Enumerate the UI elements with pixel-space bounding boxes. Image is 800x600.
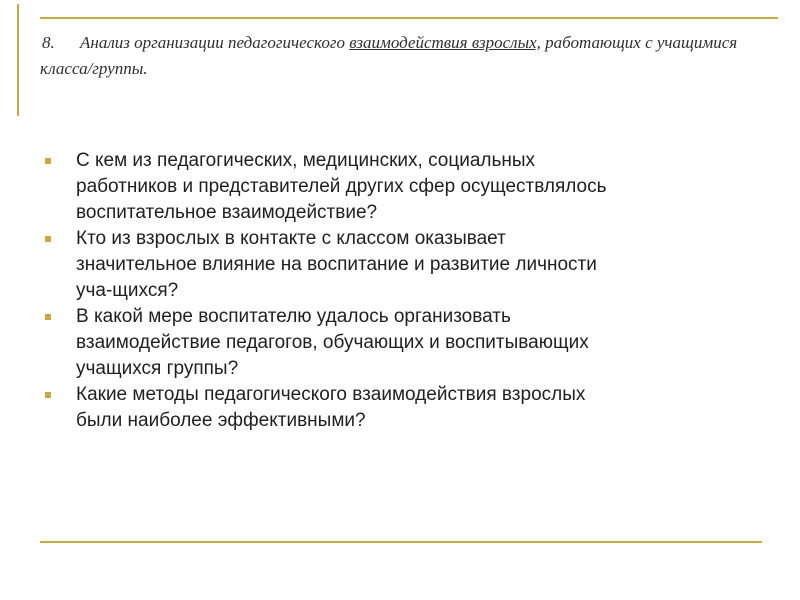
bullet-square-icon (45, 236, 51, 242)
bullet-item-3 (44, 304, 744, 382)
bullet-item-1 (44, 148, 744, 226)
bullet-square-icon (45, 158, 51, 164)
bullet-list (44, 148, 744, 434)
bullet-item-4 (44, 382, 744, 434)
bullet-square-icon (45, 392, 51, 398)
bullet-text: Какие методы педагогического взаимодействия взрослых были наиболее эффективными? (76, 384, 586, 431)
bullet-text: С кем из педагогических, медицинских, социальных работников и представителей других сфер осуществлялось воспитательное взаимодействие? (76, 150, 607, 223)
bullet-square-icon (45, 314, 51, 320)
title-part-1: Анализ организации педагогического (80, 33, 350, 52)
title-part-3: работающих с учащимися класса/группы. (40, 33, 738, 78)
title-part-2: взаимодействия взрослых, (349, 33, 541, 52)
frame-vertical-line (17, 4, 19, 116)
slide-title (40, 30, 740, 82)
frame-bottom-line (40, 541, 762, 543)
bullet-item-2 (44, 226, 744, 304)
title-number: 8. (42, 33, 55, 52)
frame-top-line (40, 17, 778, 19)
bullet-text: В какой мере воспитателю удалось организовать взаимодействие педагогов, обучающих и воспитывающих учащихся группы? (76, 306, 589, 379)
bullet-text: Кто из взрослых в контакте с классом оказывает значительное влияние на воспитание и развитие личности уча-щихся? (76, 228, 597, 301)
